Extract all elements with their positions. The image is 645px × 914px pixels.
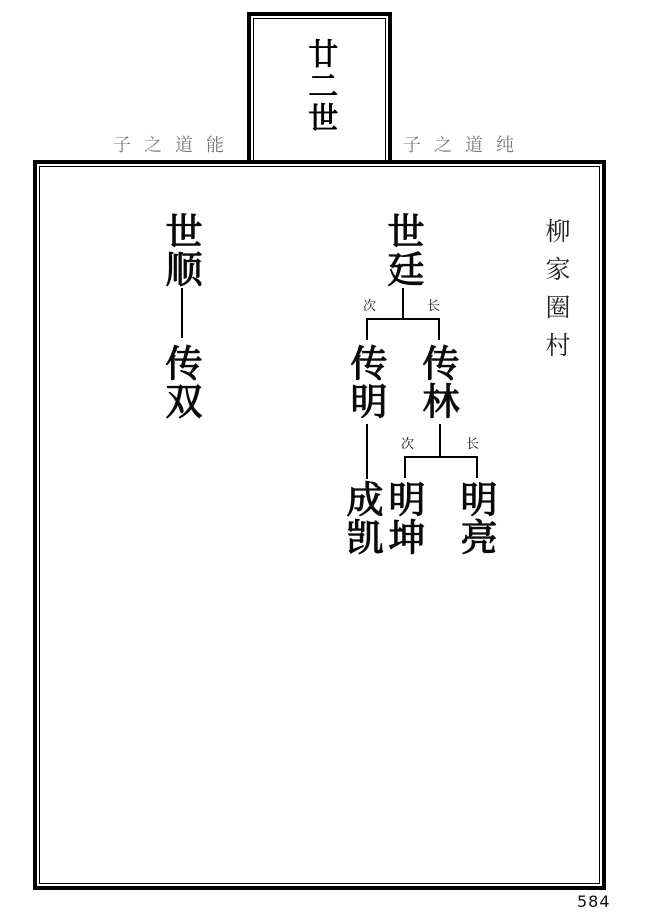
connector-drop-mingkun — [404, 456, 406, 478]
connector-shiting-branch — [366, 318, 439, 320]
connector-shishun-chuanshuang — [181, 288, 183, 338]
connector-drop-chuanming — [366, 318, 368, 340]
order-label-eldest-1: 长 — [427, 299, 441, 314]
generation-title: 廿二世 — [302, 38, 338, 134]
person-chuanshuang: 传双 — [159, 344, 203, 420]
person-chengkai: 成凯 — [340, 480, 384, 556]
page-frame-inner-border — [39, 166, 600, 884]
connector-shiting-down — [402, 288, 404, 319]
order-label-eldest-2: 长 — [466, 437, 480, 452]
person-shishun: 世顺 — [159, 212, 203, 288]
person-chuanming: 传明 — [344, 344, 388, 420]
order-label-second-2: 次 — [401, 437, 415, 452]
side-note-right: 子之道纯 — [403, 135, 527, 156]
connector-chuanlin-branch — [404, 456, 477, 458]
side-note-left: 子之道能 — [113, 135, 237, 156]
connector-drop-mingliang — [476, 456, 478, 478]
connector-drop-chuanlin — [438, 318, 440, 340]
village-label: 柳家圈村 — [542, 218, 571, 370]
person-chuanlin: 传林 — [416, 344, 460, 420]
generation-title-box — [247, 12, 392, 160]
page-number: 584 — [577, 892, 611, 911]
connector-chuanming-chengkai — [366, 424, 368, 479]
connector-chuanlin-down — [439, 424, 441, 457]
order-label-second-1: 次 — [363, 299, 377, 314]
person-shiting: 世廷 — [381, 212, 425, 288]
person-mingliang: 明亮 — [454, 480, 498, 556]
person-mingkun: 明坤 — [382, 480, 426, 556]
page-frame — [33, 160, 606, 890]
